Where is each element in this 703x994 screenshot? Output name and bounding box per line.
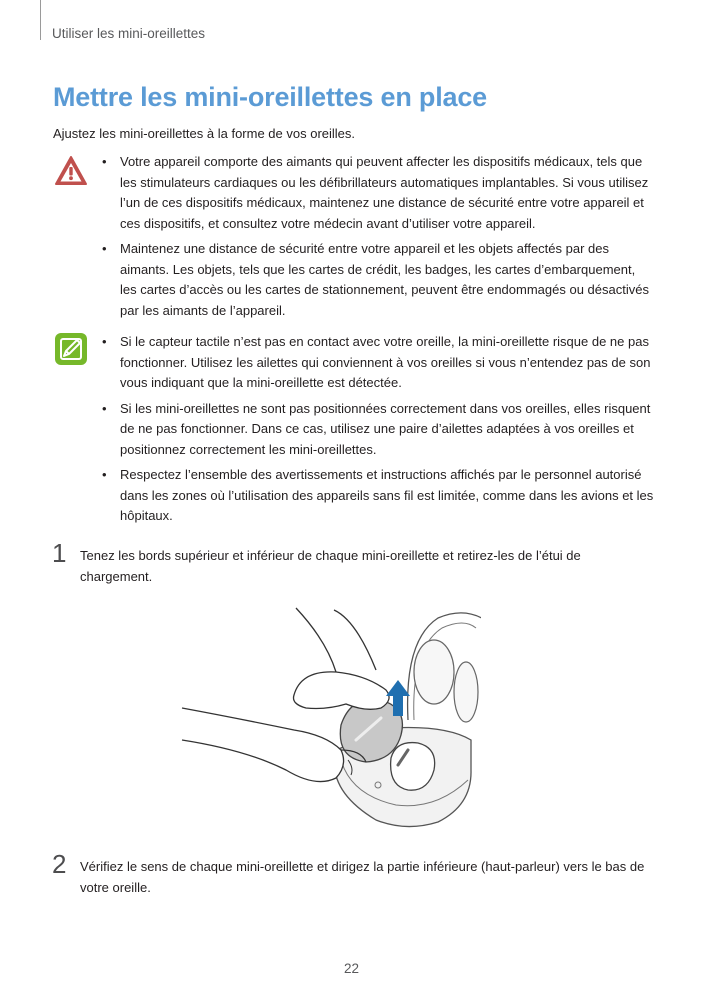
- note-item: [102, 399, 654, 461]
- warning-item: [102, 239, 654, 321]
- bullet: •: [102, 154, 107, 169]
- note-item-text: Si le capteur tactile n’est pas en contact avec votre oreille, la mini-oreillette risque de ne pas fonctionner. Utilisez les ailettes qui conviennent à vos oreilles si vous n’entendez pas de son vous indiquant que la mini-oreillette est détectée.: [120, 334, 651, 390]
- warning-triangle-icon: [54, 154, 88, 188]
- step-text: Tenez les bords supérieur et inférieur de chaque mini-oreillette et retirez-les de l’étui de chargement.: [80, 548, 581, 584]
- bullet: •: [102, 241, 107, 256]
- step-number: 2: [52, 849, 67, 879]
- warning-list: [102, 152, 654, 326]
- note-item: [102, 465, 654, 527]
- warning-item-text: Maintenez une distance de sécurité entre votre appareil et les objets affectés par des aimants. Les objets, tels que les cartes de crédit, les badges, les cartes d’embarquement, les cartes d’accès ou les cartes de stationnement, peuvent être endommagés ou désactivés par les aimants de l’appareil.: [120, 241, 649, 318]
- note-item: [102, 332, 654, 394]
- running-header: Utiliser les mini-oreillettes: [52, 26, 206, 41]
- note-item-text: Respectez l’ensemble des avertissements et instructions affichés par le personnel autorisé dans les zones où l’utilisation des appareils sans fil est limitée, comme dans les avions et les hôpitaux.: [120, 467, 654, 523]
- step-text: Vérifiez le sens de chaque mini-oreillette et dirigez la partie inférieure (haut-parleur) vers le bas de votre oreille.: [80, 859, 645, 895]
- header-rule: [40, 0, 41, 40]
- bullet: •: [102, 400, 107, 416]
- warning-item: [102, 152, 654, 234]
- warning-item-text: Votre appareil comporte des aimants qui peuvent affecter les dispositifs médicaux, tels que les stimulateurs cardiaques ou les défibrillateurs automatiques implantables. Si vous utilisez l’un de ces dispositifs médicaux, maintenez une distance de sécurité entre votre appareil et ces dispositifs, et consultez votre médecin avant d’utiliser votre appareil.: [120, 154, 649, 231]
- note-list: [102, 332, 654, 532]
- bullet: •: [102, 334, 107, 349]
- step-number: 1: [52, 538, 67, 568]
- earbud-removal-illustration: [176, 600, 481, 835]
- bullet: •: [102, 467, 107, 482]
- intro-text: Ajustez les mini-oreillettes à la forme de vos oreilles.: [53, 126, 356, 141]
- note-item-text: Si les mini-oreillettes ne sont pas positionnées correctement dans vos oreilles, elles risquent de ne pas fonctionner. Dans ce cas, utilisez une paire d’ailettes adaptées à vos oreilles et positionnez correctement les mini-oreillettes.: [120, 400, 651, 457]
- note-pencil-icon: [54, 332, 88, 366]
- page-number: 22: [343, 961, 360, 976]
- section-title: Mettre les mini-oreillettes en place: [53, 82, 487, 112]
